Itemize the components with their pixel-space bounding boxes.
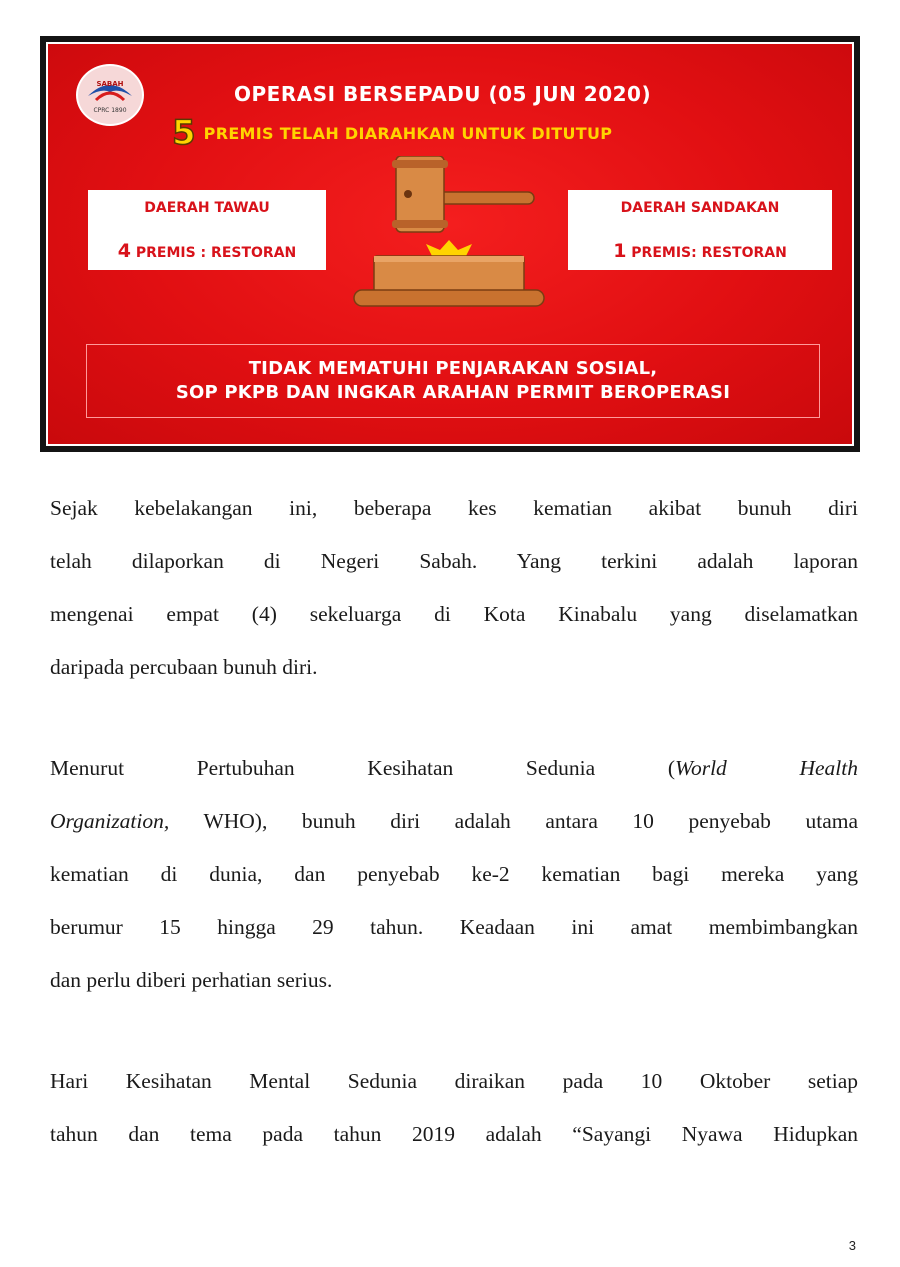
text-line xyxy=(50,742,858,795)
premises-count: 5 xyxy=(172,113,196,153)
text-line: dan perlu diberi perhatian serius. xyxy=(50,968,333,992)
district-name: DAERAH SANDAKAN xyxy=(620,200,780,216)
district-count: 1 xyxy=(613,240,627,262)
text-line: mengenai empat (4) sekeluarga di Kota Kinabalu yang diselamatkan xyxy=(50,602,858,626)
violation-notice xyxy=(86,344,820,418)
banner-panel xyxy=(46,42,854,446)
text-line: tahun dan tema pada tahun 2019 adalah “Sayangi Nyawa Hidupkan xyxy=(50,1122,858,1146)
page-number: 3 xyxy=(848,1238,856,1253)
district-premises xyxy=(568,240,832,262)
gavel-icon xyxy=(346,156,552,326)
text-line xyxy=(50,795,858,848)
paragraph-1 xyxy=(50,482,858,694)
banner-headline: OPERASI BERSEPADU (05 JUN 2020) xyxy=(234,82,652,106)
subheadline-text: PREMIS TELAH DIARAHKAN UNTUK DITUTUP xyxy=(203,123,613,143)
text-line: kematian di dunia, dan penyebab ke-2 kematian bagi mereka yang xyxy=(50,862,858,886)
text-line: Hari Kesihatan Mental Sedunia diraikan pada 10 Oktober setiap xyxy=(50,1069,858,1093)
logo-emblem xyxy=(76,64,144,126)
district-detail: PREMIS : RESTORAN xyxy=(135,245,297,261)
district-name: DAERAH TAWAU xyxy=(144,200,270,216)
text-line: telah dilaporkan di Negeri Sabah. Yang terkini adalah laporan xyxy=(50,549,858,573)
text-run: WHO), bunuh diri adalah antara 10 penyebab utama xyxy=(169,809,858,833)
district-detail: PREMIS: RESTORAN xyxy=(631,245,787,261)
district-premises xyxy=(88,240,326,262)
district-count: 4 xyxy=(117,240,131,262)
text-run: Menurut Pertubuhan Kesihatan Sedunia ( xyxy=(50,756,676,780)
district-box-sandakan xyxy=(568,190,832,270)
notice-line: SOP PKPB DAN INGKAR ARAHAN PERMIT BEROPERASI xyxy=(175,382,731,403)
svg-text:SABAH: SABAH xyxy=(96,80,124,88)
italic-run: Organization, xyxy=(50,809,170,833)
svg-text:CPRC 1890: CPRC 1890 xyxy=(93,107,127,114)
infographic-banner xyxy=(40,36,860,452)
paragraph-3 xyxy=(50,1055,858,1161)
notice-line: TIDAK MEMATUHI PENJARAKAN SOSIAL, xyxy=(248,358,658,379)
italic-run: World Health xyxy=(675,756,858,780)
banner-subheadline xyxy=(172,113,613,153)
paragraph-2 xyxy=(50,742,858,1007)
text-line: Sejak kebelakangan ini, beberapa kes kematian akibat bunuh diri xyxy=(50,496,858,520)
district-box-tawau xyxy=(88,190,326,270)
text-line: daripada percubaan bunuh diri. xyxy=(50,655,318,679)
text-line: berumur 15 hingga 29 tahun. Keadaan ini amat membimbangkan xyxy=(50,915,858,939)
